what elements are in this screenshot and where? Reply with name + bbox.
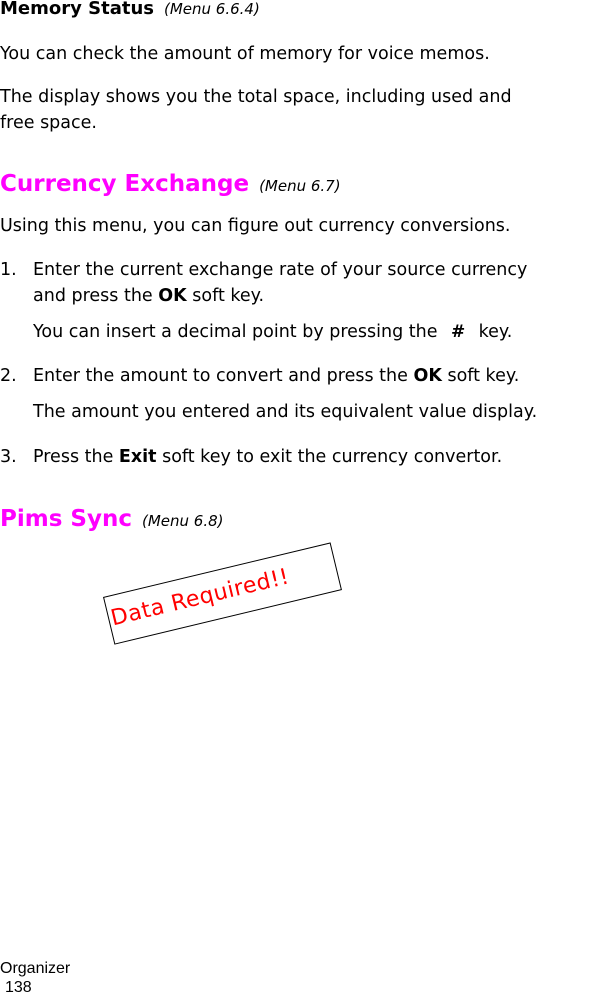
footer-section: Organizer — [0, 960, 71, 977]
step-3-number: 3. — [0, 447, 17, 467]
page-number: 138 — [5, 979, 32, 996]
step-1-note — [33, 319, 512, 345]
exit-key-label: Exit — [118, 447, 157, 467]
step-1-note-pre: You can insert a decimal point by pressing the — [33, 322, 444, 342]
step-2-line-post: soft key. — [441, 366, 520, 386]
data-required-text: Data Required!! — [108, 564, 292, 632]
ok-key-label: OK — [413, 366, 442, 386]
currency-exchange-title: Currency Exchange — [0, 171, 250, 197]
currency-exchange-heading — [0, 171, 341, 197]
memory-status-title: Memory Status — [0, 0, 154, 19]
step-1-line1 — [0, 257, 527, 283]
step-2-note: The amount you entered and its equivalent value display. — [33, 402, 538, 422]
memory-status-menu-ref: (Menu 6.6.4) — [163, 0, 260, 18]
memory-status-line1: You can check the amount of memory for voice memos. — [0, 44, 490, 64]
step-1-line2-pre: and press the — [33, 286, 159, 306]
step-2-number: 2. — [0, 366, 17, 386]
memory-status-line2a: The display shows you the total space, including used and — [0, 87, 512, 107]
step-3-line-post: soft key to exit the currency convertor. — [156, 447, 503, 467]
step-2-line — [0, 363, 519, 389]
currency-exchange-intro: Using this menu, you can figure out currency conversions. — [0, 216, 511, 236]
memory-status-line2b: free space. — [0, 113, 97, 133]
step-2-line-pre: Enter the amount to convert and press the — [33, 366, 414, 386]
pims-sync-title: Pims Sync — [0, 506, 132, 532]
step-1-line2 — [33, 283, 264, 309]
data-required-stamp — [103, 542, 342, 644]
step-1-note-post: key. — [473, 322, 513, 342]
currency-exchange-menu-ref: (Menu 6.7) — [259, 177, 341, 195]
pims-sync-menu-ref: (Menu 6.8) — [141, 512, 224, 530]
step-3-line — [0, 444, 502, 470]
step-1-line2-post: soft key. — [186, 286, 265, 306]
step-1-number: 1. — [0, 260, 17, 280]
hash-key-icon: # — [450, 322, 466, 342]
ok-key-label: OK — [158, 286, 187, 306]
step-3-line-pre: Press the — [33, 447, 119, 467]
step-1-text: Enter the current exchange rate of your source currency — [33, 260, 528, 280]
pims-sync-heading — [0, 506, 224, 532]
memory-status-heading — [0, 0, 260, 19]
